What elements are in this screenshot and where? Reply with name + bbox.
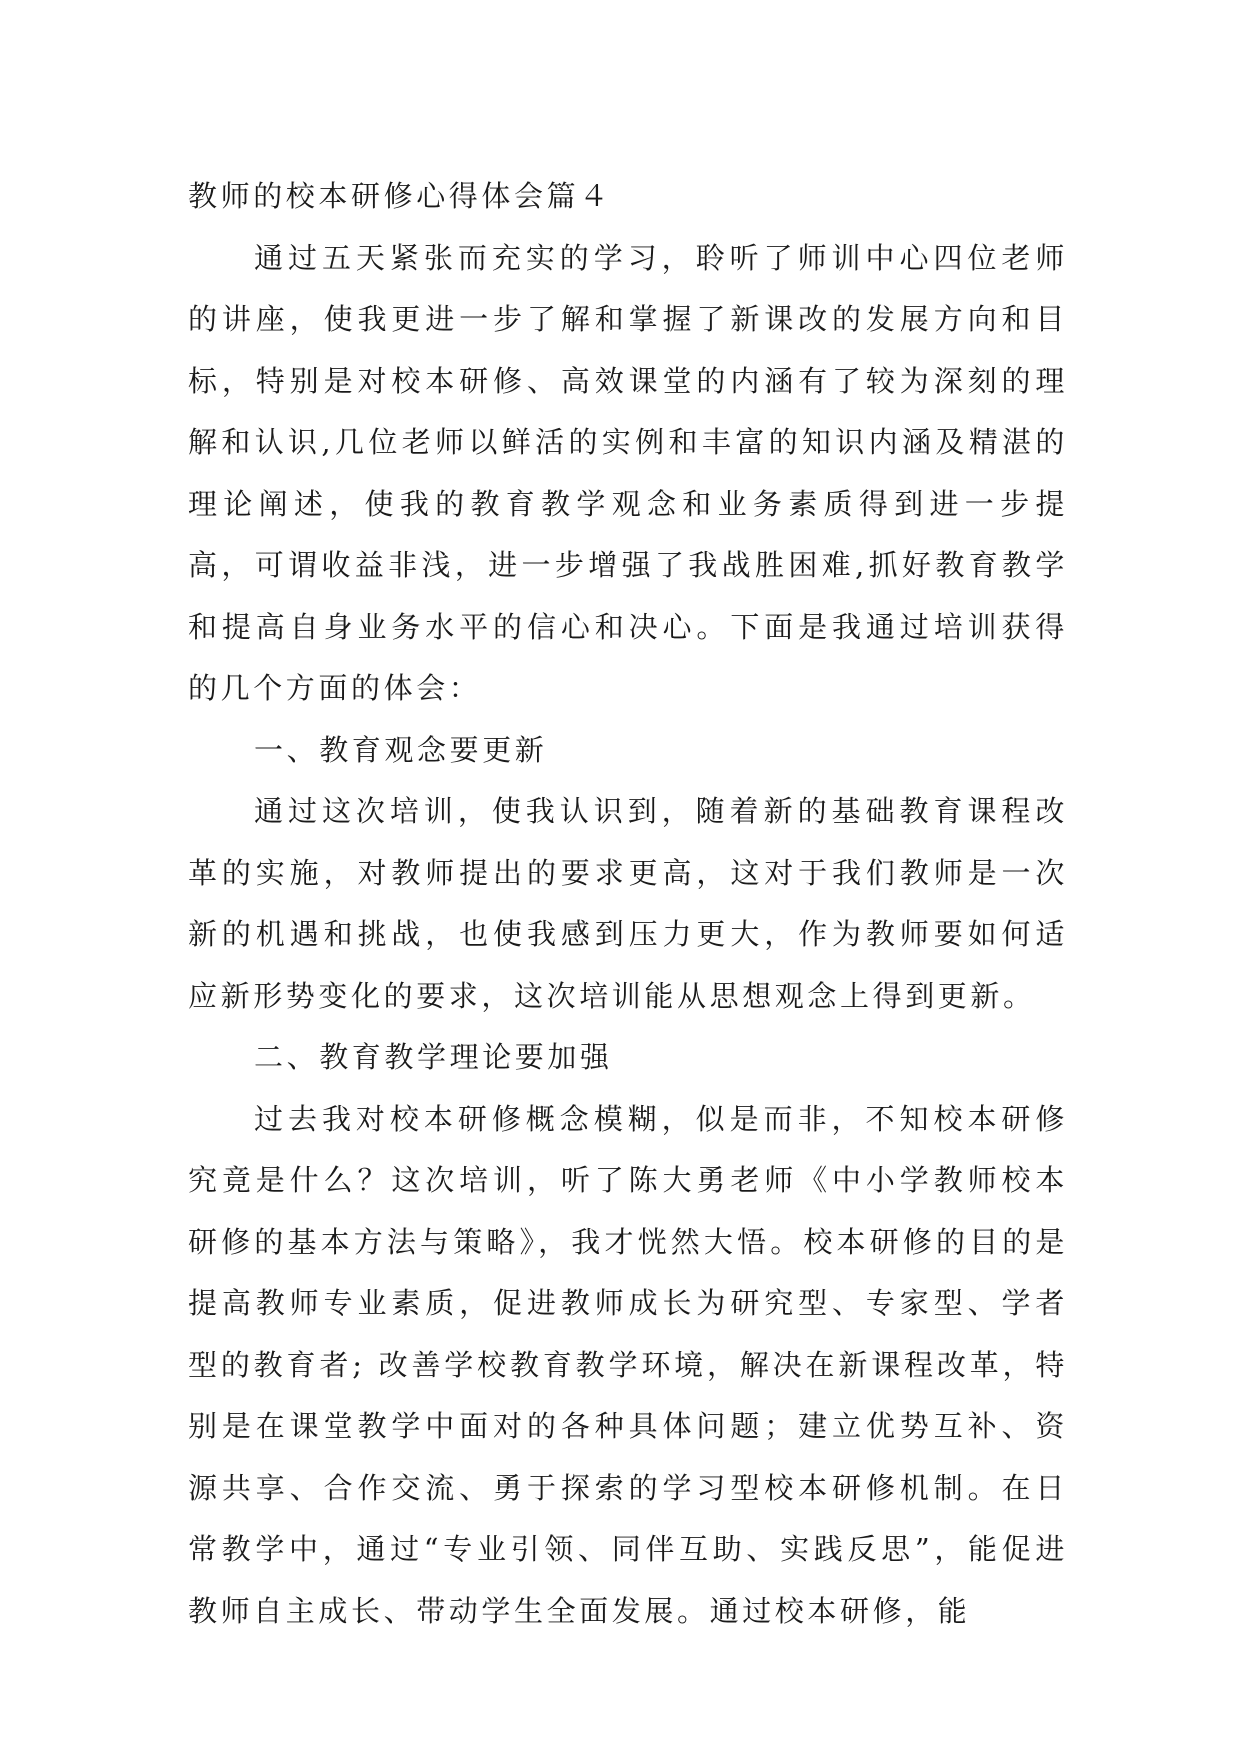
paragraph-section-2: 过去我对校本研修概念模糊，似是而非，不知校本研修究竟是什么？这次培训，听了陈大勇老师《中小学教师校本研修的基本方法与策略》，我才恍然大悟。校本研修的目的是提高教师专业素质，促进教师成长为研究型、专家型、学者型的教育者; 改善学校教育教学环境，解决在新课程改革，特别是在课堂教学中面对的各种具体问题；建立优势互补、资源共享、合作交流、勇于探索的学习型校本研修机制。在日常教学中，通过“专业引领、同伴互助、实践反思”，能促进教师自主成长、带动学生全面发展。通过校本研修，能 [188, 1101, 1068, 1628]
paragraph-section-1: 通过这次培训，使我认识到，随着新的基础教育课程改革的实施，对教师提出的要求更高，这对于我们教师是一次新的机遇和挑战，也使我感到压力更大，作为教师要如何适应新形势变化的要求，这次培训能从思想观念上得到更新。 [188, 794, 1068, 1013]
document-title: 教师的校本研修心得体会篇４ [188, 179, 612, 213]
document-body [188, 166, 1068, 1642]
paragraph-intro: 通过五天紧张而充实的学习，聆听了师训中心四位老师的讲座，使我更进一步了解和掌握了新课改的发展方向和目标，特别是对校本研修、高效课堂的内涵有了较为深刻的理解和认识,几位老师以鲜活的实例和丰富的知识内涵及精湛的理论阐述，使我的教育教学观念和业务素质得到进一步提高，可谓收益非浅，进一步增强了我战胜困难,抓好教育教学和提高自身业务水平的信心和决心。下面是我通过培训获得的几个方面的体会： [188, 240, 1068, 705]
section-heading-2: 二、教育教学理论要加强 [254, 1040, 613, 1074]
section-heading-1: 一、教育观念要更新 [254, 732, 548, 767]
